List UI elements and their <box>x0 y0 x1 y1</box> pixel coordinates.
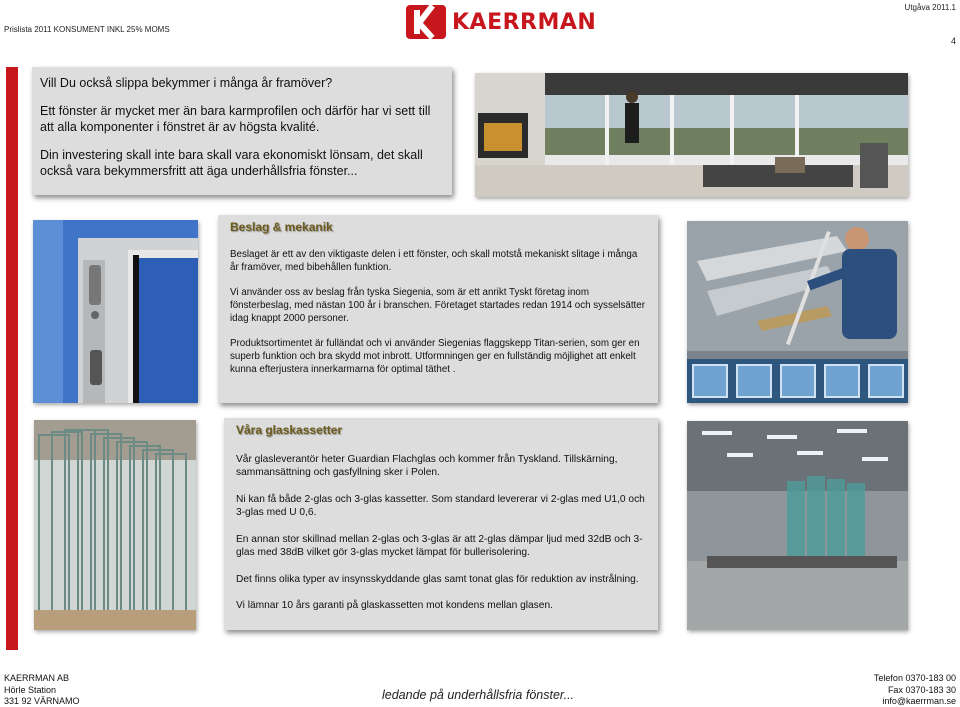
company-city: 331 92 VÄRNAMO <box>4 696 80 706</box>
window-hardware-photo <box>33 220 198 403</box>
phone-number: Telefon 0370-183 00 <box>873 673 956 683</box>
intro-panel <box>32 67 452 195</box>
intro-paragraph-1: Ett fönster är mycket mer än bara karmprofilen och därför har vi sett till att alla komponenter i fönstret är av högsta kvalité. <box>40 104 431 134</box>
email-address[interactable]: info@kaerrman.se <box>882 696 956 706</box>
page-number: 4 <box>950 36 956 46</box>
footer-slogan: ledande på underhållsfria fönster... <box>382 688 575 702</box>
glass-paragraph-4: Det finns olika typer av insynsskyddande glas samt tonat glas för reduktion av instrålning. <box>236 573 639 585</box>
kaerrman-logo <box>406 4 596 40</box>
glass-heading: Våra glaskassetter <box>236 423 343 437</box>
living-room-photo <box>475 73 908 197</box>
company-contact <box>874 673 956 707</box>
left-accent-bar <box>6 67 18 650</box>
fax-number: Fax 0370-183 30 <box>887 684 956 695</box>
glass-paragraph-1: Vår glasleverantör heter Guardian Flachglas och kommer från Tyskland. Tillskärning, sammansättning och gasfyllning sker i Polen. <box>236 453 618 478</box>
glass-factory-photo <box>687 421 908 630</box>
beslag-section <box>218 215 658 403</box>
pricelist-label: Prislista 2011 KONSUMENT INKL 25% MOMS <box>4 25 170 34</box>
glass-paragraph-2: Ni kan få både 2-glas och 3-glas kassetter. Som standard levererar vi 2-glas med U1,0 och 3-glas med U 0,6. <box>236 493 645 518</box>
intro-title: Vill Du också slippa bekymmer i många år framöver? <box>40 76 333 90</box>
edition-label: Utgåva 2011.1 <box>904 3 956 12</box>
company-street: Hörle Station <box>4 684 57 695</box>
intro-paragraph-2: Din investering skall inte bara skall vara ekonomiskt lönsam, det skall också vara bekymmersfritt att äga underhållsfria fönster... <box>40 148 423 178</box>
beslag-paragraph-3: Produktsortimentet är fulländat och vi använder Siegenias flaggskepp Titan-serien, som ger en superb funktion och bra skydd mot inbrott. Utformningen ger en fullständig möjlighet att enkelt kunna efterjustera innerkarmarna för optimal täthet . <box>230 338 640 375</box>
glass-cassette-section <box>224 418 658 630</box>
company-name: KAERRMAN AB <box>4 673 70 683</box>
beslag-paragraph-1: Beslaget är ett av den viktigaste delen i ett fönster, och skall motstå mekaniskt slitage i många år framöver, med bibehållen funktion. <box>230 249 638 273</box>
glass-paragraph-5: Vi lämnar 10 års garanti på glaskassetten mot kondens mellan glasen. <box>236 600 553 611</box>
beslag-paragraph-2: Vi använder oss av beslag från tyska Siegenia, som är ett anrikt Tyskt företag inom fönsterbeslag, med nästan 100 år i branschen. Företaget startades redan 1914 och sysselsätter idag knappt 2000 personer. <box>230 287 645 324</box>
kaerrman-k-mark-icon <box>406 5 446 39</box>
logo-wordmark: KAERRMAN <box>452 9 597 35</box>
beslag-heading: Beslag & mekanik <box>230 220 333 234</box>
factory-worker-photo <box>687 221 908 403</box>
company-address <box>4 673 80 707</box>
glass-panes-photo <box>34 420 196 630</box>
glass-paragraph-3: En annan stor skillnad mellan 2-glas och 3-glas är att 2-glas dämpar ljud med 32dB och 3-glas med 38dB vilket gör 3-glas mycket lämpat för bullerisolering. <box>236 533 643 558</box>
